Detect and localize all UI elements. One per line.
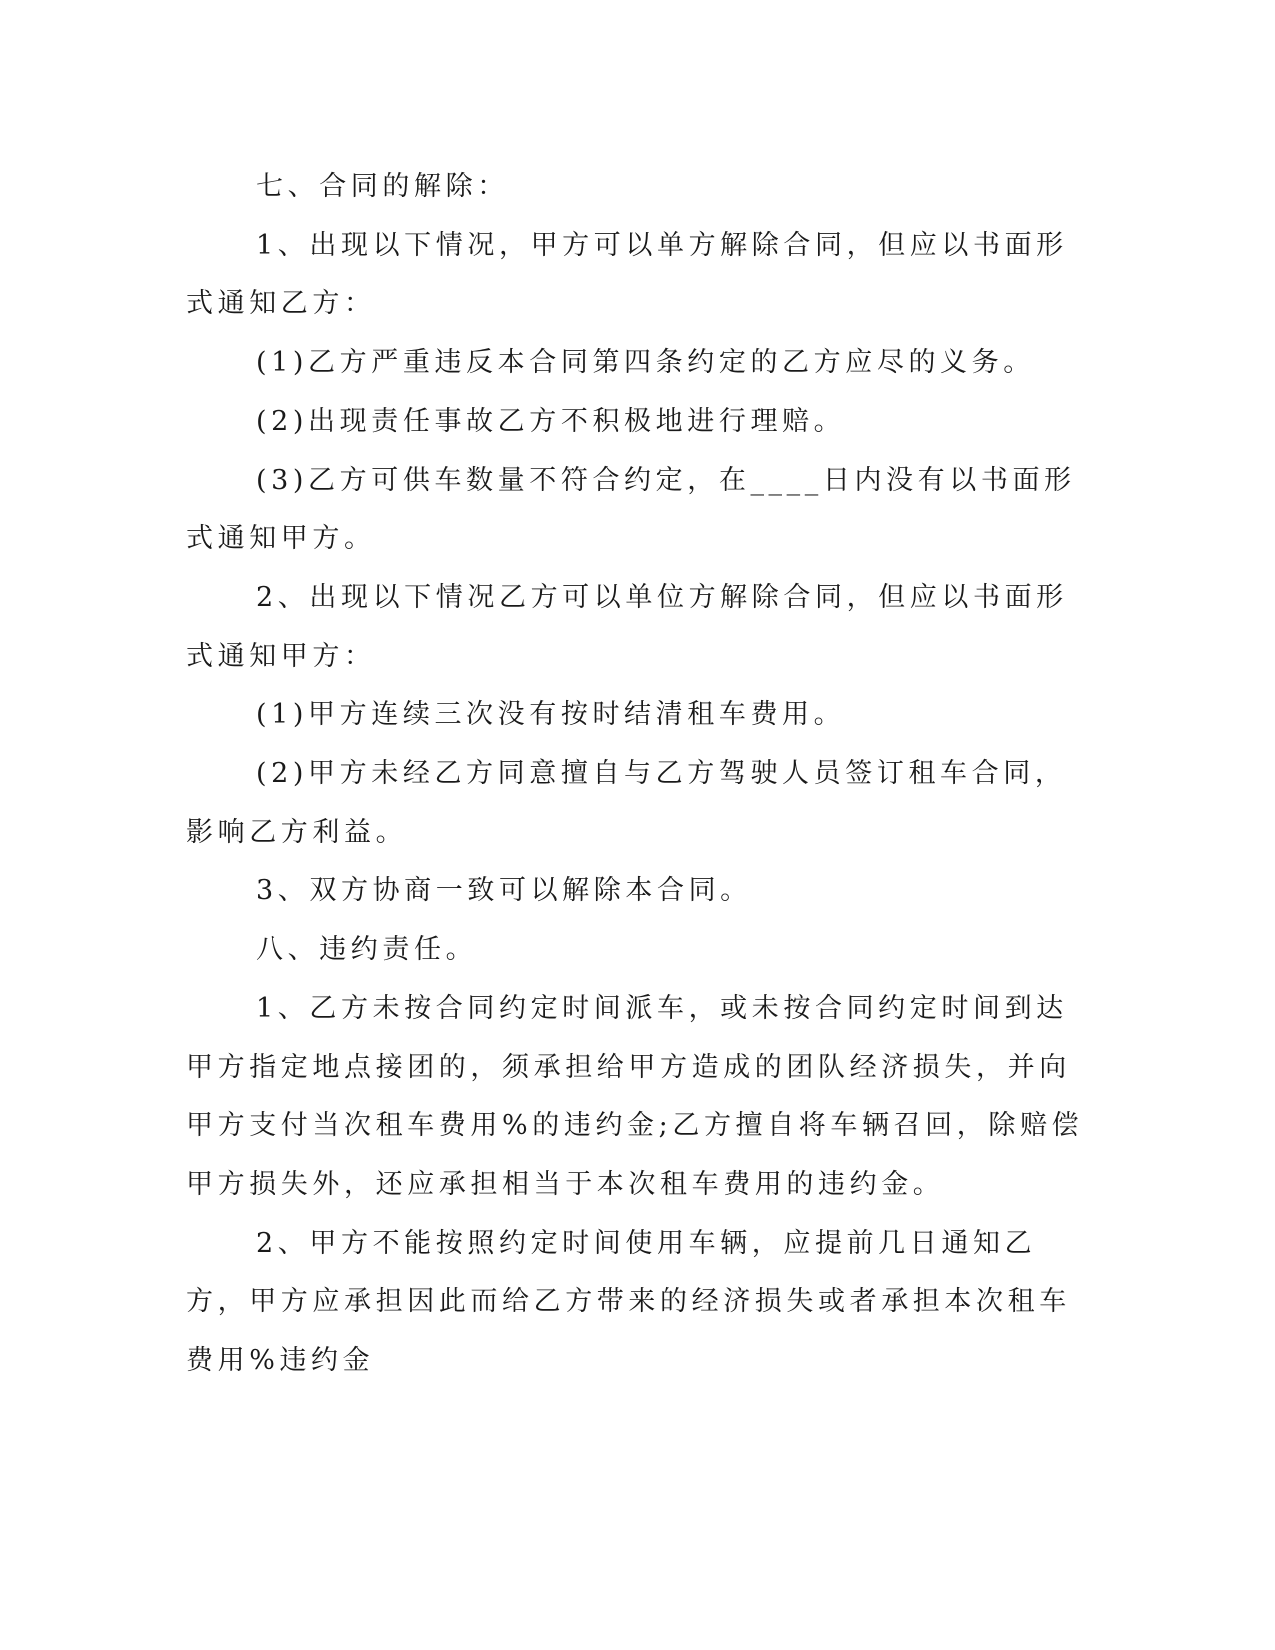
- clause-item: (3)乙方可供车数量不符合约定，在____日内没有以书面形式通知甲方。: [186, 464, 1076, 555]
- clause-paragraph: 1、乙方未按合同约定时间派车，或未按合同约定时间到达甲方指定地点接团的，须承担给甲方造成的团队经济损失，并向甲方支付当次租车费用%的违约金;乙方擅自将车辆召回，除赔偿甲方损失外，还应承担相当于本次租车费用的违约金。: [186, 992, 1084, 1200]
- clause-paragraph: 2、甲方不能按照约定时间使用车辆，应提前几日通知乙方，甲方应承担因此而给乙方带来的经济损失或者承担本次租车费用%违约金: [186, 1227, 1071, 1377]
- clause-item: (2)出现责任事故乙方不积极地进行理赔。: [256, 405, 846, 437]
- clause-item: (1)乙方严重违反本合同第四条约定的乙方应尽的义务。: [256, 347, 1035, 379]
- clause-paragraph: 1、出现以下情况，甲方可以单方解除合同，但应以书面形式通知乙方：: [186, 229, 1068, 320]
- clause-paragraph: 2、出现以下情况乙方可以单位方解除合同，但应以书面形式通知甲方：: [186, 581, 1068, 672]
- section-heading-liability: 八、违约责任。: [256, 934, 478, 966]
- document-body: [186, 158, 1086, 1391]
- clause-paragraph: 3、双方协商一致可以解除本合同。: [256, 875, 752, 907]
- section-heading-termination: 七、合同的解除：: [256, 171, 509, 202]
- clause-item: (2)甲方未经乙方同意擅自与乙方驾驶人员签订租车合同，影响乙方利益。: [186, 758, 1067, 848]
- clause-item: (1)甲方连续三次没有按时结清租车费用。: [256, 699, 846, 731]
